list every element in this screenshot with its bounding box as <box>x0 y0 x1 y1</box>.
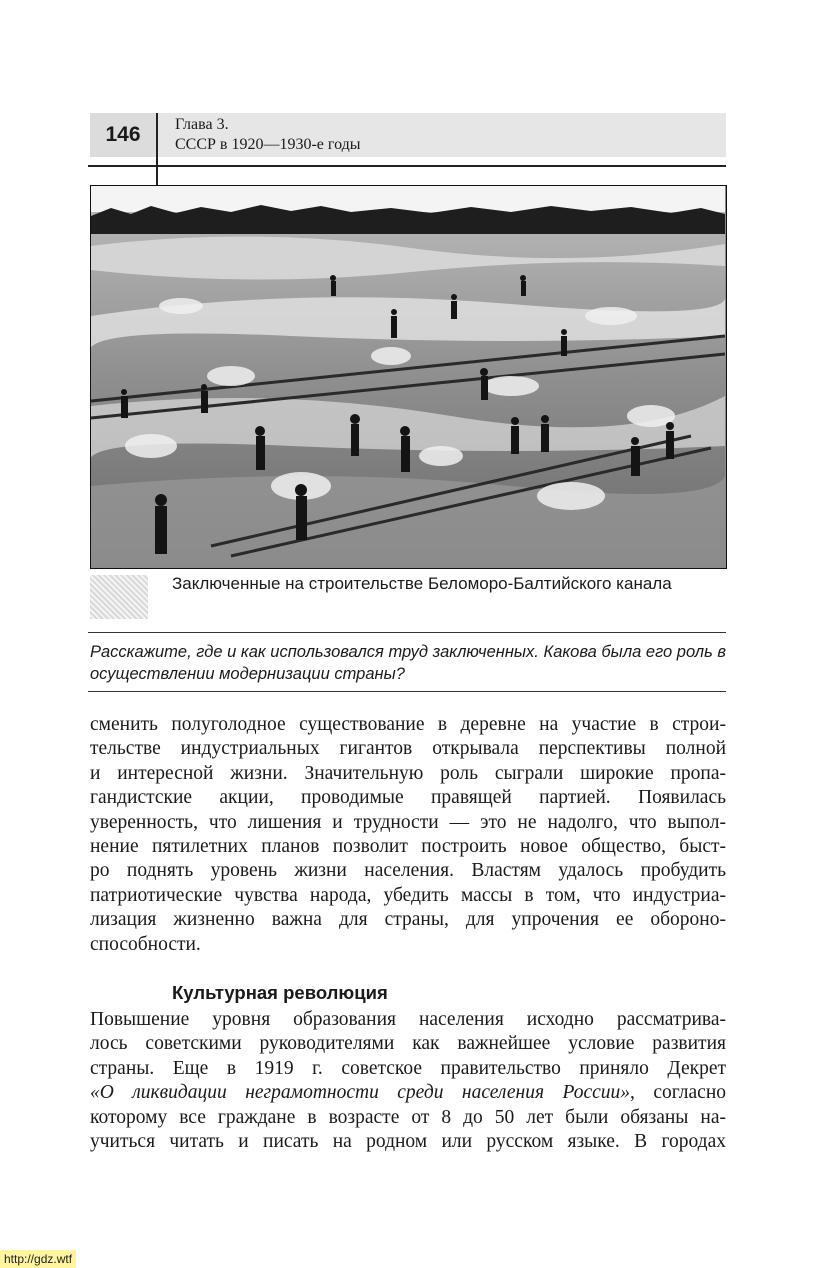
text-line: которому все граждане в возрасте от 8 до 50 лет были обязаны на- <box>90 1106 726 1128</box>
text-line <box>90 1081 726 1105</box>
chapter-title: СССР в 1920—1930-е годы <box>175 136 361 153</box>
body-paragraph-2 <box>90 1008 726 1154</box>
figure-caption: Заключенные на строительстве Беломоро-Балтийского канала <box>172 574 672 593</box>
canal-construction-photo <box>90 185 727 569</box>
question-rule-top <box>88 632 726 633</box>
chapter-label: Глава 3. <box>175 116 229 133</box>
text-line: уверенность, что лишения и трудности — это не надолго, что выпол- <box>90 811 726 833</box>
text-line: способности. <box>90 933 201 955</box>
text-line: лось советскими руководителями как важнейшее условие развития <box>90 1033 726 1055</box>
text-line: учиться читать и писать на родном или русском языке. В городах <box>90 1130 726 1152</box>
decree-title: «О ликвидации неграмотности среди населения России» <box>90 1082 631 1104</box>
text-line: гандистские акции, проводимые правящей партией. Появилась <box>90 787 726 809</box>
text-line: патриотические чувства народа, убедить массы в том, что индустриа- <box>90 884 726 906</box>
halftone-mark <box>90 575 148 619</box>
page-number: 146 <box>90 113 156 157</box>
text-line: нение пятилетних планов позволит построить новое общество, быст- <box>90 835 726 857</box>
text-line: ро поднять уровень жизни населения. Властям удалось пробудить <box>90 860 726 882</box>
review-question: Расскажите, где и как использовался труд заключенных. Какова была его роль в осуществлении модернизации страны? <box>90 643 726 683</box>
text-line: сменить полуголодное существование в деревне на участие в строи- <box>90 714 726 735</box>
text-line: тельстве индустриальных гигантов открывала перспективы полной <box>90 738 726 760</box>
watermark-link[interactable]: http://gdz.wtf <box>0 1250 76 1268</box>
header-rule <box>88 165 726 167</box>
section-heading: Культурная революция <box>172 982 388 1003</box>
header-divider-vertical <box>156 113 158 185</box>
question-rule-bottom <box>88 691 726 692</box>
text-fragment: , согласно <box>630 1082 727 1104</box>
text-line: лизация жизненно важна для страны, для упрочения ее обороно- <box>90 909 726 931</box>
text-line: Повышение уровня образования населения исходно рассматрива- <box>90 1009 726 1030</box>
running-header <box>175 115 361 155</box>
text-line: страны. Еще в 1919 г. советское правительство приняло Декрет <box>90 1057 726 1079</box>
body-paragraph-1 <box>90 713 726 957</box>
text-line: и интересной жизни. Значительную роль сыграли широкие пропа- <box>90 762 726 784</box>
